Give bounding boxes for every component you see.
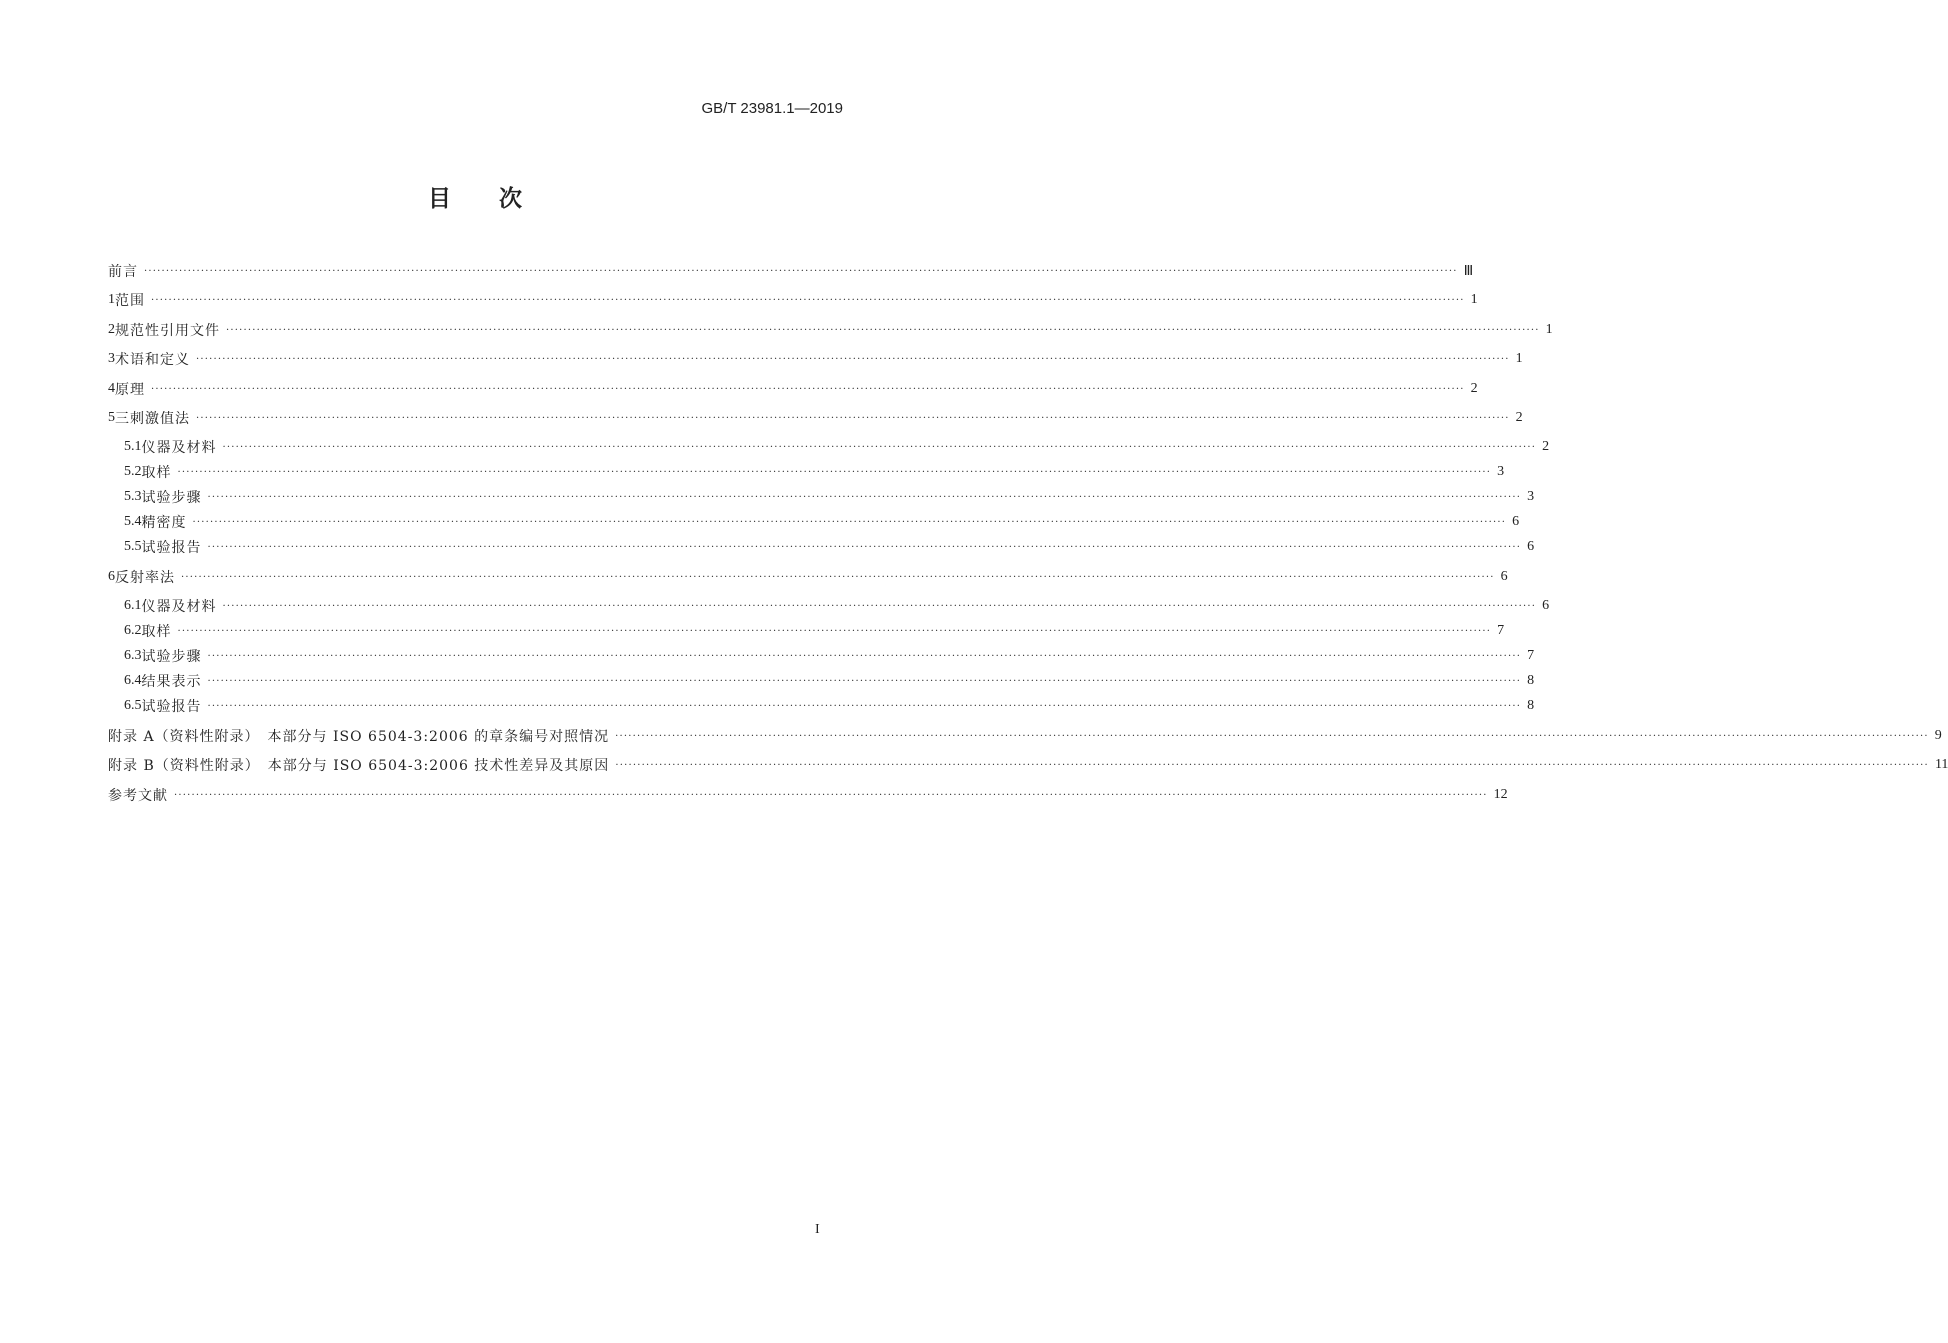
toc-entry-label: 取样 — [141, 624, 172, 640]
toc-entry[interactable] — [124, 487, 1535, 507]
dot-leader: ············································································································································································································································································································ — [222, 600, 1537, 612]
toc-entry-label: 试验步骤 — [141, 649, 202, 665]
toc-entry-page: Ⅲ — [1463, 263, 1474, 279]
toc-entry-page: 3 — [1527, 489, 1535, 504]
toc-entry-page: 7 — [1527, 648, 1535, 663]
toc-entry[interactable] — [108, 379, 1478, 399]
dot-leader: ············································································································································································································································································································ — [615, 730, 1929, 742]
toc-entry-label: 仪器及材料 — [141, 440, 217, 456]
page-number: I — [815, 1222, 820, 1237]
toc-entry-number: 6.1 — [124, 598, 142, 613]
toc-entry-number: 6.4 — [124, 673, 142, 688]
toc-entry-page: 9 — [1934, 728, 1942, 743]
toc-entry-page: 8 — [1527, 698, 1535, 713]
toc-entry-page: 6 — [1500, 569, 1508, 584]
toc-entry-number: 6.2 — [124, 623, 142, 638]
toc-entry-label: 附录 B（资料性附录） 本部分与 ISO 6504-3:2006 技术性差异及其原因 — [108, 758, 610, 774]
toc-entry-label: 三刺激值法 — [115, 411, 190, 427]
dot-leader: ············································································································································································································································································································ — [177, 466, 1492, 478]
toc-entry-label: 结果表示 — [141, 674, 202, 690]
dot-leader: ············································································································································································································································································································ — [207, 675, 1522, 687]
toc-entry[interactable] — [108, 320, 1553, 340]
toc-entry-page: 6 — [1527, 539, 1535, 554]
toc-entry[interactable] — [124, 596, 1550, 616]
toc-entry-page: 6 — [1512, 514, 1520, 529]
toc-entry-label: 范围 — [115, 293, 145, 309]
toc-entry[interactable] — [108, 349, 1523, 369]
dot-leader: ············································································································································································································································································································ — [222, 441, 1537, 453]
toc-entry-label: 附录 A（资料性附录） 本部分与 ISO 6504-3:2006 的章条编号对照情况 — [108, 729, 610, 745]
toc-entry[interactable] — [124, 537, 1535, 557]
toc-entry[interactable] — [108, 261, 1474, 281]
toc-entry-number: 5.1 — [124, 439, 142, 454]
toc-entry[interactable] — [124, 671, 1535, 691]
toc-entry-number: 6.3 — [124, 648, 142, 663]
dot-leader: ············································································································································································································································································································ — [196, 353, 1510, 365]
toc-entry-number: 1 — [108, 292, 115, 307]
dot-leader: ············································································································································································································································································································ — [177, 625, 1492, 637]
toc-entry-number: 4 — [108, 381, 115, 396]
standard-code: GB/T 23981.1—2019 — [701, 100, 843, 117]
toc-entry[interactable] — [108, 290, 1478, 310]
toc-entry-label: 术语和定义 — [115, 352, 190, 368]
dot-leader: ············································································································································································································································································································ — [226, 324, 1540, 336]
dot-leader: ············································································································································································································································································································ — [207, 700, 1522, 712]
dot-leader: ············································································································································································································································································································ — [151, 294, 1465, 306]
toc-entry-number: 3 — [108, 351, 115, 366]
toc-entry[interactable] — [124, 646, 1535, 666]
toc-entry-label: 原理 — [115, 382, 145, 398]
toc-entry-number: 5.5 — [124, 539, 142, 554]
toc-entry-number: 2 — [108, 322, 115, 337]
toc-entry-number: 5.3 — [124, 489, 142, 504]
toc-entry[interactable] — [108, 567, 1508, 587]
toc-entry-page: 12 — [1493, 787, 1508, 802]
toc-entry-label: 仪器及材料 — [141, 599, 217, 615]
toc-entry-number: 5.2 — [124, 464, 142, 479]
dot-leader: ············································································································································································································································································································ — [151, 383, 1465, 395]
dot-leader: ············································································································································································································································································································ — [181, 571, 1495, 583]
toc-entry[interactable] — [108, 408, 1523, 428]
dot-leader: ············································································································································································································································································································ — [207, 650, 1522, 662]
toc-entry-label: 参考文献 — [108, 788, 168, 804]
toc-entry-label: 取样 — [141, 465, 172, 481]
toc-entry[interactable] — [124, 512, 1520, 532]
toc-entry[interactable] — [108, 726, 1942, 746]
toc-entry-number: 5.4 — [124, 514, 142, 529]
toc-entry[interactable] — [124, 437, 1550, 457]
toc-entry-label: 前言 — [108, 264, 138, 280]
toc-entry[interactable] — [108, 755, 1948, 775]
toc-entry-label: 试验报告 — [141, 699, 202, 715]
dot-leader: ············································································································································································································································································································ — [207, 491, 1522, 503]
toc-entry-label: 试验报告 — [141, 540, 202, 556]
toc-entry[interactable] — [124, 462, 1505, 482]
toc-entry-page: 6 — [1542, 598, 1550, 613]
toc-entry-label: 精密度 — [141, 515, 187, 531]
dot-leader: ············································································································································································································································································································ — [615, 759, 1929, 771]
toc-entry[interactable] — [124, 621, 1505, 641]
toc-entry-page: 2 — [1515, 410, 1523, 425]
dot-leader: ············································································································································································································································································································ — [144, 265, 1458, 277]
toc-entry-page: 2 — [1542, 439, 1550, 454]
toc-entry-page: 1 — [1545, 322, 1553, 337]
toc-entry-page: 1 — [1470, 292, 1478, 307]
toc-entry[interactable] — [124, 696, 1535, 716]
toc-entry-page: 8 — [1527, 673, 1535, 688]
dot-leader: ············································································································································································································································································································ — [192, 516, 1507, 528]
toc-entry-number: 6 — [108, 569, 115, 584]
page-title: 目次 — [428, 186, 570, 212]
dot-leader: ············································································································································································································································································································ — [174, 789, 1488, 801]
toc-entry[interactable] — [108, 785, 1508, 805]
toc-entry-page: 3 — [1497, 464, 1505, 479]
toc-entry-number: 6.5 — [124, 698, 142, 713]
toc-entry-page: 1 — [1515, 351, 1523, 366]
toc-entry-label: 反射率法 — [115, 570, 175, 586]
toc-entry-label: 试验步骤 — [141, 490, 202, 506]
toc-entry-number: 5 — [108, 410, 115, 425]
toc-entry-label: 规范性引用文件 — [115, 323, 220, 339]
toc-entry-page: 2 — [1470, 381, 1478, 396]
dot-leader: ············································································································································································································································································································ — [207, 541, 1522, 553]
dot-leader: ············································································································································································································································································································ — [196, 412, 1510, 424]
toc-entry-page: 11 — [1934, 757, 1948, 772]
toc-entry-page: 7 — [1497, 623, 1505, 638]
